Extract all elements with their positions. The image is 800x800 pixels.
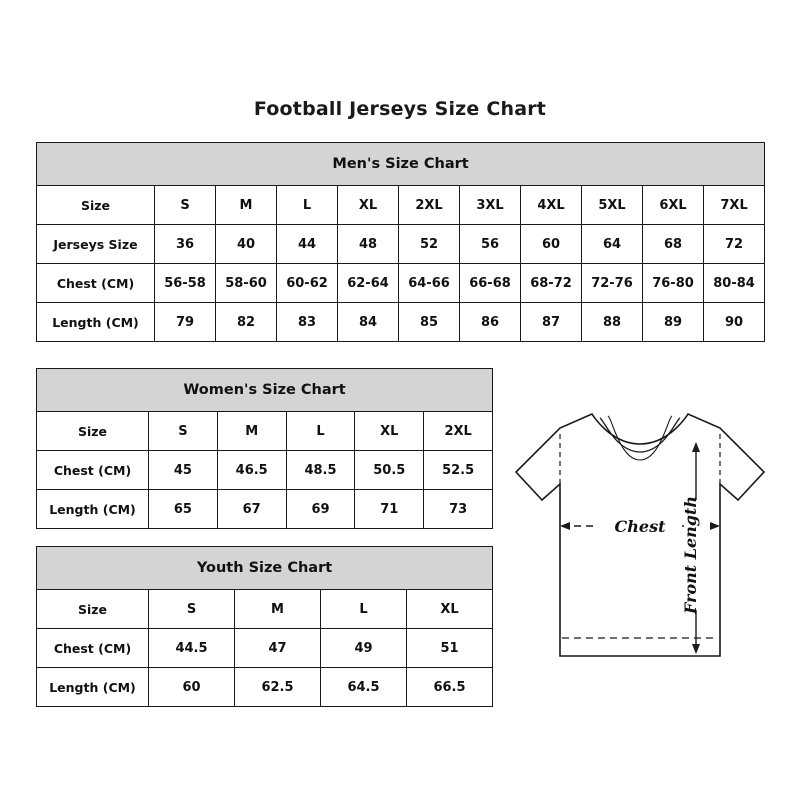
mens-table-heading: Men's Size Chart bbox=[37, 143, 765, 186]
row-label: Size bbox=[37, 590, 149, 629]
row-label: Length (CM) bbox=[37, 668, 149, 707]
cell: 46.5 bbox=[217, 451, 286, 490]
cell: 7XL bbox=[704, 186, 765, 225]
cell: S bbox=[155, 186, 216, 225]
cell: M bbox=[217, 412, 286, 451]
cell: 6XL bbox=[643, 186, 704, 225]
cell: 69 bbox=[286, 490, 355, 529]
tshirt-measurement-diagram bbox=[500, 400, 780, 700]
table-row bbox=[37, 490, 493, 529]
cell: 48.5 bbox=[286, 451, 355, 490]
cell: 52.5 bbox=[424, 451, 493, 490]
table-section-header-row bbox=[37, 143, 765, 186]
table-section-header-row bbox=[37, 547, 493, 590]
mens-size-chart bbox=[36, 142, 765, 342]
cell: XL bbox=[407, 590, 493, 629]
cell: 83 bbox=[277, 303, 338, 342]
cell: 45 bbox=[149, 451, 218, 490]
womens-size-table bbox=[36, 368, 493, 529]
youth-size-chart bbox=[36, 546, 493, 707]
cell: 87 bbox=[521, 303, 582, 342]
cell: 52 bbox=[399, 225, 460, 264]
cell: 86 bbox=[460, 303, 521, 342]
cell: 85 bbox=[399, 303, 460, 342]
cell: S bbox=[149, 412, 218, 451]
cell: 64-66 bbox=[399, 264, 460, 303]
cell: 56-58 bbox=[155, 264, 216, 303]
table-row bbox=[37, 412, 493, 451]
table-row bbox=[37, 451, 493, 490]
cell: 90 bbox=[704, 303, 765, 342]
row-label: Chest (CM) bbox=[37, 629, 149, 668]
cell: 2XL bbox=[399, 186, 460, 225]
cell: 2XL bbox=[424, 412, 493, 451]
cell: 36 bbox=[155, 225, 216, 264]
cell: 49 bbox=[321, 629, 407, 668]
cell: 71 bbox=[355, 490, 424, 529]
table-row bbox=[37, 186, 765, 225]
cell: 56 bbox=[460, 225, 521, 264]
table-row bbox=[37, 225, 765, 264]
table-row bbox=[37, 303, 765, 342]
table-section-header-row bbox=[37, 369, 493, 412]
cell: 62.5 bbox=[235, 668, 321, 707]
page-title: Football Jerseys Size Chart bbox=[253, 98, 547, 120]
cell: L bbox=[277, 186, 338, 225]
row-label: Length (CM) bbox=[37, 490, 149, 529]
mens-size-table bbox=[36, 142, 765, 342]
youth-table-heading: Youth Size Chart bbox=[37, 547, 493, 590]
cell: M bbox=[235, 590, 321, 629]
cell: 62-64 bbox=[338, 264, 399, 303]
cell: 88 bbox=[582, 303, 643, 342]
cell: 60 bbox=[521, 225, 582, 264]
cell: 3XL bbox=[460, 186, 521, 225]
womens-table-heading: Women's Size Chart bbox=[37, 369, 493, 412]
cell: 5XL bbox=[582, 186, 643, 225]
table-row bbox=[37, 668, 493, 707]
cell: 82 bbox=[216, 303, 277, 342]
row-label: Chest (CM) bbox=[37, 264, 155, 303]
cell: S bbox=[149, 590, 235, 629]
cell: L bbox=[321, 590, 407, 629]
cell: 76-80 bbox=[643, 264, 704, 303]
table-row bbox=[37, 264, 765, 303]
table-row bbox=[37, 629, 493, 668]
cell: 79 bbox=[155, 303, 216, 342]
row-label: Size bbox=[37, 186, 155, 225]
cell: 89 bbox=[643, 303, 704, 342]
cell: 68 bbox=[643, 225, 704, 264]
cell: 80-84 bbox=[704, 264, 765, 303]
cell: 60-62 bbox=[277, 264, 338, 303]
row-label: Size bbox=[37, 412, 149, 451]
cell: M bbox=[216, 186, 277, 225]
front-length-label: Front Length bbox=[681, 495, 700, 615]
cell: 47 bbox=[235, 629, 321, 668]
cell: 64.5 bbox=[321, 668, 407, 707]
row-label: Length (CM) bbox=[37, 303, 155, 342]
cell: 72-76 bbox=[582, 264, 643, 303]
cell: 50.5 bbox=[355, 451, 424, 490]
cell: 67 bbox=[217, 490, 286, 529]
cell: 40 bbox=[216, 225, 277, 264]
cell: 73 bbox=[424, 490, 493, 529]
youth-size-table bbox=[36, 546, 493, 707]
cell: 58-60 bbox=[216, 264, 277, 303]
cell: 44.5 bbox=[149, 629, 235, 668]
cell: 64 bbox=[582, 225, 643, 264]
cell: 60 bbox=[149, 668, 235, 707]
womens-size-chart bbox=[36, 368, 493, 529]
cell: 48 bbox=[338, 225, 399, 264]
cell: XL bbox=[355, 412, 424, 451]
table-row bbox=[37, 590, 493, 629]
cell: 66-68 bbox=[460, 264, 521, 303]
cell: L bbox=[286, 412, 355, 451]
row-label: Jerseys Size bbox=[37, 225, 155, 264]
cell: XL bbox=[338, 186, 399, 225]
cell: 51 bbox=[407, 629, 493, 668]
cell: 44 bbox=[277, 225, 338, 264]
cell: 65 bbox=[149, 490, 218, 529]
cell: 66.5 bbox=[407, 668, 493, 707]
cell: 4XL bbox=[521, 186, 582, 225]
row-label: Chest (CM) bbox=[37, 451, 149, 490]
chest-label: Chest bbox=[614, 517, 666, 536]
cell: 84 bbox=[338, 303, 399, 342]
cell: 72 bbox=[704, 225, 765, 264]
cell: 68-72 bbox=[521, 264, 582, 303]
